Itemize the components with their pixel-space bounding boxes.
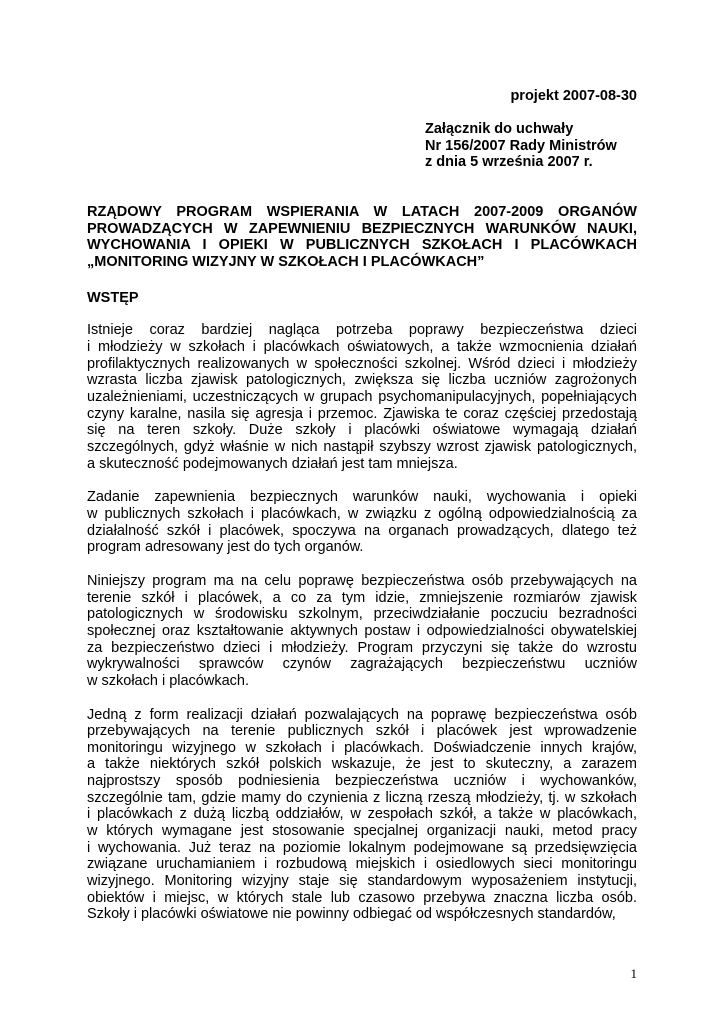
paragraph-line: szczególnych, gdyż właśnie w nich nastąpił szybszy wzrost zjawisk patologicznych, [87, 438, 637, 455]
document-body [87, 204, 637, 940]
section-heading: WSTĘP [87, 290, 139, 307]
paragraph-line: w których wymagane jest stosowanie specjalnej organizacji nauki, metod pracy [87, 823, 637, 840]
title-line: PROWADZĄCYCH W ZAPEWNIENIU BEZPIECZNYCH WARUNKÓW NAUKI, [87, 220, 637, 237]
paragraph-line: Istnieje coraz bardziej nagląca potrzeba poprawy bezpieczeństwa dzieci [87, 322, 637, 339]
paragraph-line: terenie szkół i placówek, a co za tym idzie, zmniejszenie rozmiarów zjawisk [87, 589, 637, 606]
paragraph-line: najprostszy sposób podniesienia bezpieczeństwa uczniów i wychowanków, [87, 773, 637, 790]
paragraph-line: Szkoły i placówki oświatowe nie powinny odbiegać od współczesnych standardów, [87, 906, 616, 923]
document-title [87, 204, 637, 270]
paragraph-line: Niniejszy program ma na celu poprawę bezpieczeństwa osób przebywających na [87, 572, 637, 589]
paragraph-line: się na teren szkoły. Duże szkoły i placówki oświatowe wymagają działań [87, 422, 637, 439]
attachment-line: z dnia 5 września 2007 r. [425, 154, 593, 170]
paragraph-line: program adresowany jest do tych organów. [87, 539, 364, 556]
paragraph-line: i młodzieży w szkołach i placówkach oświatowych, a także wzmocnienia działań [87, 339, 637, 356]
title-line: RZĄDOWY PROGRAM WSPIERANIA W LATACH 2007-2009 ORGANÓW [87, 204, 637, 220]
paragraph-line: za bezpieczeństwo dzieci i młodzieży. Program przyczyni się także do wzrostu [87, 639, 637, 656]
paragraph-line: w publicznych szkołach i placówkach, w związku z ogólną odpowiedzialnością za [87, 505, 637, 522]
paragraph [87, 707, 637, 924]
title-line: „MONITORING WIZYJNY W SZKOŁACH I PLACÓWKACH” [87, 253, 485, 270]
paragraph-line: związane uruchamianiem i rozbudową miejskich i osiedlowych sieci monitoringu [87, 856, 637, 873]
paragraph-line: wizyjnego. Monitoring wizyjny staje się standardowym wyposażeniem instytucji, [87, 873, 637, 890]
paragraph-line: i placówkach z dużą liczbą oddziałów, w zespołach szkół, a także w placówkach, [87, 806, 637, 823]
page-number: 1 [630, 966, 637, 981]
attachment-note [425, 121, 617, 171]
paragraph-line: obiektów i miejsc, w których stale lub czasowo przebywa znaczna liczba osób. [87, 889, 637, 906]
paragraph-line: profilaktycznych realizowanych w społeczności szkolnej. Wśród dzieci i młodzieży [87, 355, 637, 372]
paragraph-line: wykrywalności sprawców czynów zagrażających bezpieczeństwu uczniów [87, 656, 637, 673]
paragraph-line: działalność szkół i placówek, spoczywa na organach prowadzących, dlatego też [87, 522, 637, 539]
paragraph-line: patologicznych w środowisku szkolnym, przeciwdziałanie poczuciu bezradności [87, 606, 637, 623]
paragraph-line: szczególnie tam, gdzie mamy do czynienia z liczną rzeszą młodzieży, tj. w szkołach [87, 789, 637, 806]
paragraph-line: w szkołach i placówkach. [87, 672, 249, 689]
paragraph-line: przebywających na terenie publicznych szkół i placówek jest wprowadzenie [87, 723, 637, 740]
paragraphs [87, 322, 637, 923]
attachment-line: Załącznik do uchwały [425, 121, 574, 137]
paragraph-line: czyny karalne, nasila się agresja i przemoc. Zjawiska te coraz częściej przedostają [87, 405, 637, 422]
project-date: projekt 2007-08-30 [510, 88, 637, 104]
paragraph-line: Zadanie zapewnienia bezpiecznych warunków nauki, wychowania i opieki [87, 489, 637, 506]
paragraph [87, 322, 637, 472]
paragraph-line: a także niektórych szkół polskich wskazuje, że jest to skuteczny, a zarazem [87, 756, 637, 773]
paragraph [87, 573, 637, 690]
title-line: WYCHOWANIA I OPIEKI W PUBLICZNYCH SZKOŁACH I PLACÓWKACH [87, 237, 637, 254]
attachment-line: Nr 156/2007 Rady Ministrów [425, 137, 617, 154]
paragraph-line: społecznej oraz kształtowanie aktywnych postaw i odpowiedzialności obywatelskiej [87, 622, 637, 639]
paragraph-line: Jedną z form realizacji działań pozwalających na poprawę bezpieczeństwa osób [87, 706, 637, 723]
paragraph [87, 489, 637, 556]
paragraph-line: wzrasta liczba zjawisk patologicznych, zwiększa się liczba uczniów zagrożonych [87, 372, 637, 389]
paragraph-line: a skuteczność podejmowanych działań jest tam mniejsza. [87, 455, 458, 472]
paragraph-line: i wychowania. Już teraz na poziomie lokalnym podejmowane są przedsięwzięcia [87, 839, 637, 856]
paragraph-line: uzależnieniami, uczestniczących w grupach psychomanipulacyjnych, popełniających [87, 389, 637, 405]
paragraph-line: monitoringu wizyjnego w szkołach i placówkach. Doświadczenie innych krajów, [87, 739, 637, 756]
